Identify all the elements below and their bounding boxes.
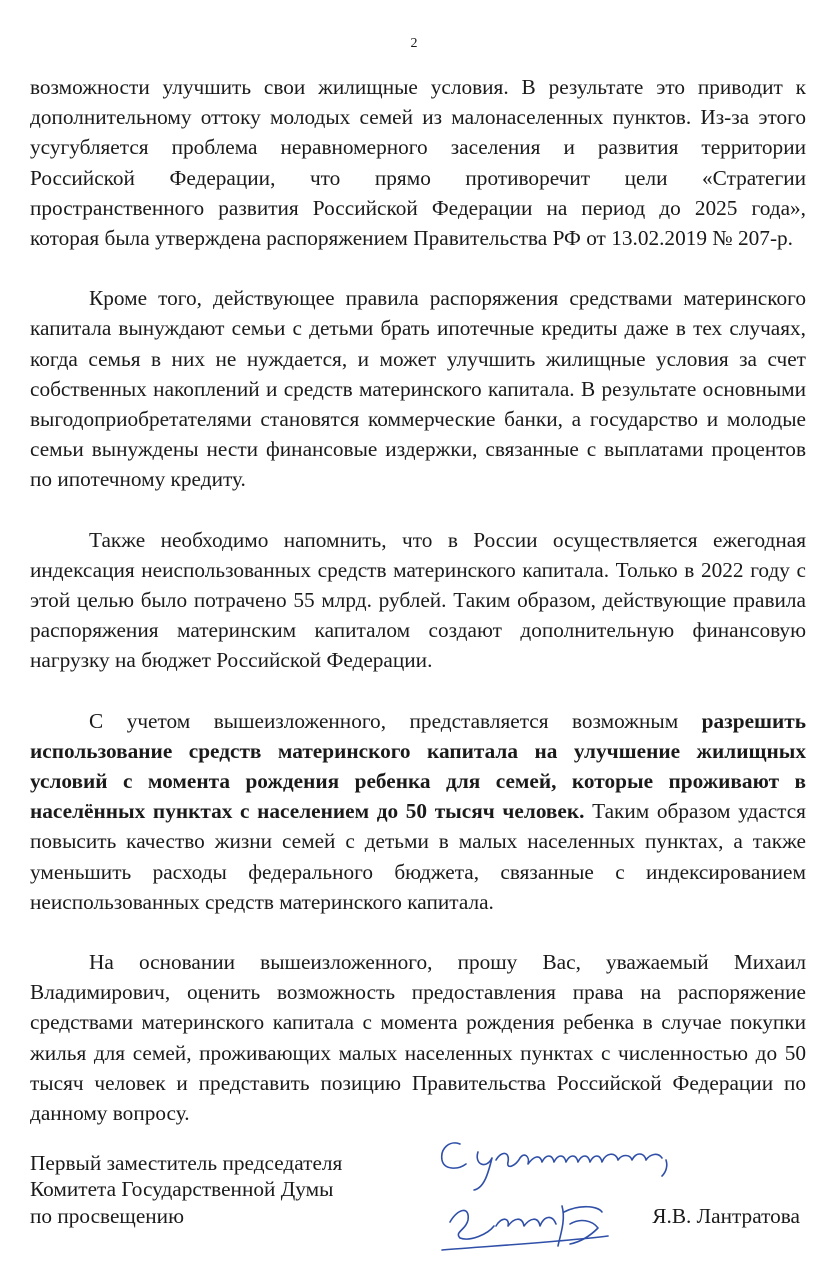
signatory-position (30, 1150, 410, 1229)
page-number: 2 (410, 36, 418, 51)
handwritten-signature (430, 1130, 730, 1260)
paragraph-5: На основании вышеизложенного, прошу Вас, уважаемый Михаил Владимирович, оценить возможность предоставления права на распоряжение средствами материнского капитала с момента рождения ребенка в случае покупки жилья для семей, проживающих малых населенных пунктах с численностью до 50 тысяч человек и представить позицию Правительства Российской Федерации по данному вопросу. (30, 950, 806, 1126)
signatory-name: Я.В. Лантратова (652, 1204, 800, 1228)
paragraph-1: возможности улучшить свои жилищные условия. В результате это приводит к дополнительному оттоку молодых семей из малонаселенных пунктов. Из-за этого усугубляется проблема неравномерного заселения и развития территории Российской Федерации, что прямо противоречит цели «Стратегии пространственного развития Российской Федерации на период до 2025 года», которая была утверждена распоряжением Правительства РФ от 13.02.2019 № 207-р. (30, 75, 806, 251)
signature-block (30, 1150, 806, 1270)
signatory-position-line-1: Первый заместитель председателя (30, 1151, 343, 1175)
paragraph-3: Также необходимо напомнить, что в России осуществляется ежегодная индексация неиспользованных средств материнского капитала. Только в 2022 году с этой целью было потрачено 55 млрд. рублей. Таким образом, действующие правила распоряжения материнским капиталом создают дополнительную финансовую нагрузку на бюджет Российской Федерации. (30, 527, 806, 673)
paragraph-4-intro: С учетом вышеизложенного, представляется возможным (89, 708, 702, 733)
signatory-position-line-3: по просвещению (30, 1203, 184, 1228)
paragraph-4-conclusion: Таким образом удастся повысить качество жизни семей с детьми в малых населенных пунктах, а также уменьшить расходы федерального бюджета, связанные с индексированием неиспользованных средств материнского капитала. (30, 799, 806, 914)
signatory-position-line-2: Комитета Государственной Думы (30, 1177, 334, 1202)
paragraph-4 (30, 706, 806, 917)
paragraph-4-proposal: разрешить использование средств материнского капитала на улучшение жилищных условий с момента рождения ребенка для семей, которые проживают в населённых пунктах с населением до 50 тысяч человек. (30, 708, 806, 824)
paragraph-2: Кроме того, действующее правила распоряжения средствами материнского капитала вынуждают семьи с детьми брать ипотечные кредиты даже в тех случаях, когда семья в них не нуждается, и может улучшить жилищные условия за счет собственных накоплений и средств материнского капитала. В результате основными выгодоприобретателями становятся коммерческие банки, а государство и молодые семьи вынуждены нести финансовые издержки, связанные с выплатами процентов по ипотечному кредиту. (30, 286, 806, 492)
letter-body (30, 72, 806, 1158)
